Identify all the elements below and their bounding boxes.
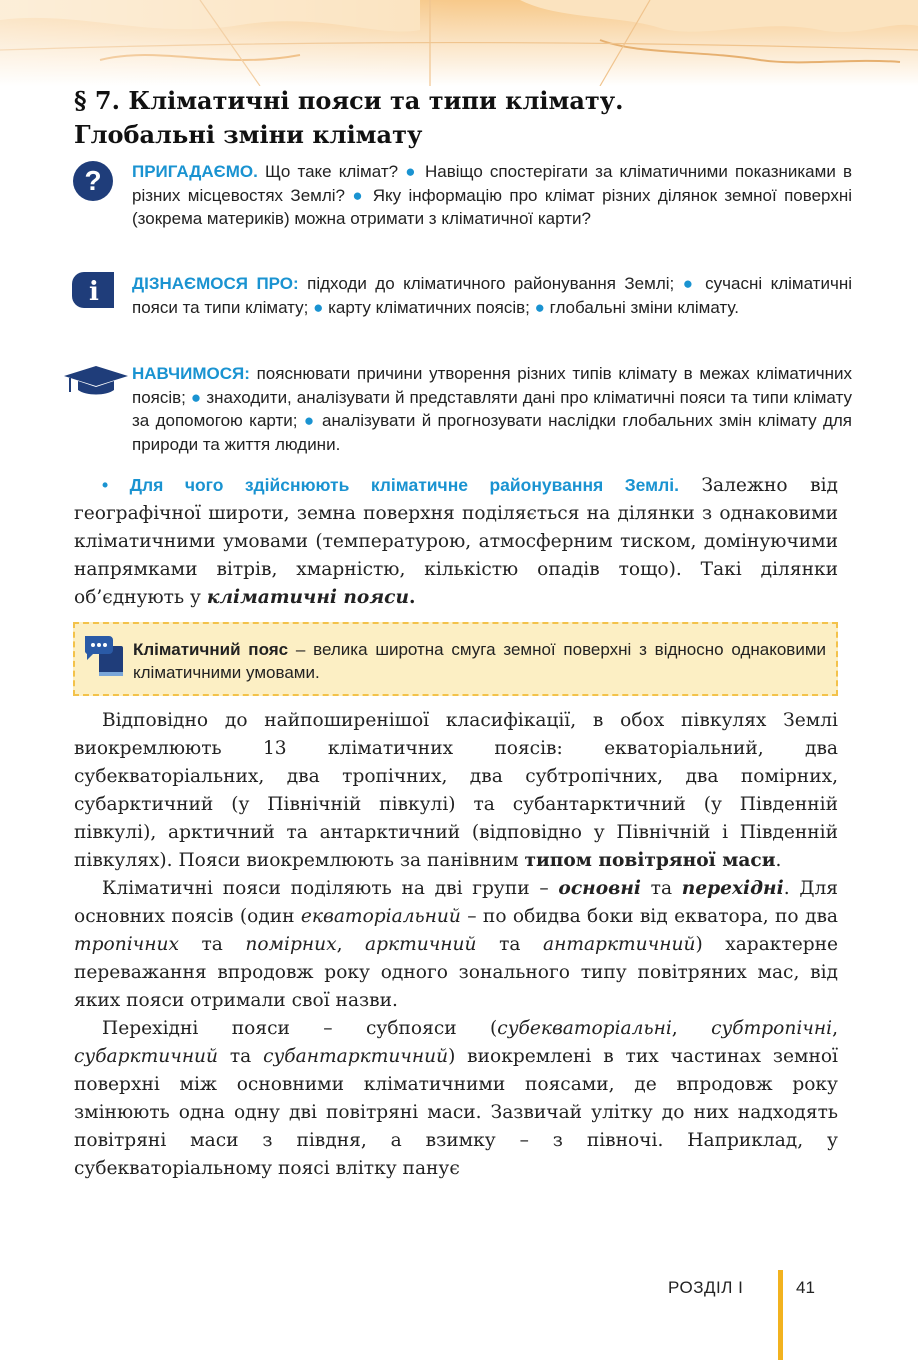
recall-text-2: Навіщо спостерігати за кліматичними показниками в різних місцевостях Землі? [132, 162, 852, 205]
term-main: основні [558, 878, 641, 899]
page-number: 41 [796, 1278, 815, 1297]
p1-text: Залежно від географічної широти, земна поверхня поділяється на ділянки з однаковими кліматичними умовами (температурою, атмосферним тиском, домінуючими напрямками вітрів, хмарністю, кількістю опадів тощо). Такі ділянки об’єднують у [74, 475, 838, 608]
definition-body: – велика широтна смуга земної поверхні з відносно однаковими кліматичними умовами. [133, 640, 827, 682]
recall-text-3: Яку інформацію про клімат різних ділянок земної поверхні (зокрема материків) можна отримати з кліматичної карти? [132, 185, 852, 228]
p3-a: Кліматичні пояси поділяють на дві групи – [102, 878, 559, 899]
p3-f: , [336, 934, 366, 955]
section-heading [74, 84, 854, 152]
learn-text-2: сучасні кліматичні пояси та типи клімату; [132, 274, 852, 317]
heading-line-1: § 7. Кліматичні пояси та типи клімату. [74, 86, 624, 115]
skills-text-1: пояснювати причини утворення різних типів клімату в межах кліматичних поясів; [132, 364, 852, 407]
bullet-icon: ● [682, 274, 697, 293]
graduation-cap-icon [64, 366, 128, 401]
p3-c: . Для основних поясів (один [74, 878, 838, 927]
p1-end: . [408, 587, 416, 608]
header-map-decoration [0, 0, 918, 86]
world-map-icon [0, 0, 918, 86]
chat-book-icon [83, 632, 125, 687]
p4-c: , [832, 1018, 838, 1039]
p2-bold: типом повітряної маси [524, 850, 776, 871]
term-subantarctic: субантарктичний [263, 1046, 449, 1067]
learn-block [62, 272, 852, 319]
section-question: • Для чого здійснюють кліматичне районування Землі. [102, 475, 679, 495]
paragraph-4 [74, 1015, 838, 1183]
paragraph-1 [74, 471, 838, 612]
term-arctic: арктичний [365, 934, 477, 955]
bullet-icon: ● [313, 297, 324, 317]
footer-divider [778, 1270, 783, 1360]
term-antarctic: антарктичний [543, 934, 696, 955]
recall-block [62, 160, 852, 231]
term-climate-belts: кліматичні пояси [206, 587, 409, 608]
main-text [74, 707, 838, 1183]
definition-text [133, 638, 826, 684]
definition-term: Кліматичний пояс [133, 640, 289, 659]
p2-end: . [775, 850, 782, 871]
p4-a: Перехідні пояси – субпояси ( [102, 1018, 498, 1039]
heading-line-2: Глобальні зміни клімату [74, 120, 423, 149]
p3-g: та [476, 934, 543, 955]
recall-text-1: Що таке клімат? [257, 162, 406, 181]
term-subequatorial: субекваторіальні [497, 1018, 672, 1039]
recall-label: ПРИГАДАЄМО. [132, 162, 258, 181]
learn-text-1: підходи до кліматичного районування Землі; [298, 274, 683, 293]
p3-e: та [178, 934, 246, 955]
learn-text-4: глобальні зміни клімату. [544, 297, 739, 317]
p4-d: та [218, 1046, 264, 1067]
info-icon [72, 272, 114, 313]
term-subarctic: субарктичний [74, 1046, 219, 1067]
bullet-icon: ● [534, 297, 545, 317]
p3-d: – по обидва боки від екватора, по два [460, 906, 838, 927]
bullet-icon: ● [190, 387, 202, 407]
skills-text-3: аналізувати й прогнозувати наслідки глобальних змін клімату для природи та життя людини. [132, 411, 852, 454]
bullet-icon: ● [405, 162, 418, 181]
term-equatorial: екваторіальний [300, 906, 461, 927]
learn-text-3: карту кліматичних поясів; [323, 297, 535, 317]
term-transit: перехідні [681, 878, 784, 899]
question-icon [72, 160, 114, 207]
skills-block [62, 362, 852, 456]
term-tropical: тропічних [74, 934, 179, 955]
skills-label: НАВЧИМОСЯ: [132, 364, 250, 383]
p4-b: , [671, 1018, 712, 1039]
p3-h: ) характерне переважання впродовж року одного зонального типу повітряних мас, від яких пояси отримали свої назви. [74, 934, 839, 1011]
bullet-icon: ● [352, 185, 366, 205]
definition-box [73, 622, 838, 696]
learn-label: ДІЗНАЄМОСЯ ПРО: [132, 274, 299, 293]
learn-text [132, 272, 852, 319]
bullet-icon: ● [303, 411, 316, 430]
skills-text-2: знаходити, аналізувати й представляти дані про кліматичні пояси та типи клімату за допомогою карти; [132, 387, 852, 430]
p3-b: та [640, 878, 682, 899]
p2-text: Відповідно до найпоширенішої класифікації, в обох півкулях Землі виокремлюють 13 кліматичних поясів: екваторіальний, два субекваторіальних, два тропічних, два субтропічних, два помірних, субарктичний (у Північній півкулі) та субантарктичний (у Південній півкулі), арктичний та антарктичний (відповідно у Північній і Південній півкулях). Пояси виокремлюють за панівним [74, 710, 838, 871]
term-subtropical: субтропічні [711, 1018, 833, 1039]
p4-e: ) виокремлені в тих частинах земної поверхні між основними кліматичними поясами, де впродовж року змінюють одна одну дві повітряні маси. Зазвичай улітку до них надходять повітряні маси з півдня, а взимку – з півночі. Наприклад, у субекваторіальному поясі влітку панує [74, 1046, 838, 1179]
recall-text [132, 160, 852, 231]
paragraph-2 [74, 707, 838, 875]
section-label: РОЗДІЛ І [668, 1278, 744, 1297]
term-temperate: помірних [245, 934, 337, 955]
svg-text:?: ? [84, 165, 102, 196]
paragraph-3 [74, 875, 838, 1015]
skills-text [132, 362, 852, 456]
svg-text:i: i [89, 277, 99, 307]
